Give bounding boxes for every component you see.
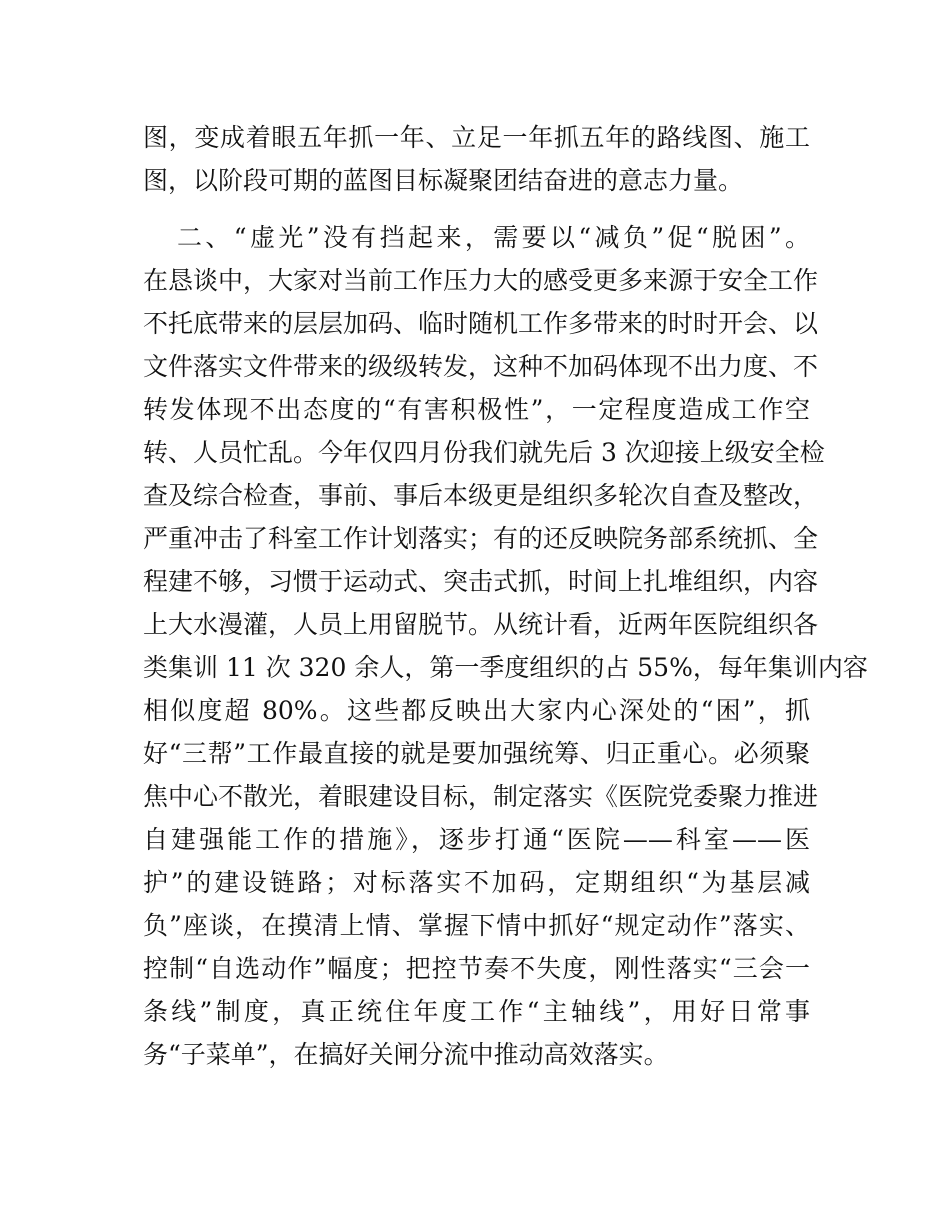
text-line: 护”的建设链路；对标落实不加码，定期组织“为基层减 — [143, 868, 810, 897]
text-line: 控制“自选动作”幅度；把控节奏不失度，刚性落实“三会一 — [143, 954, 810, 983]
text-line: 在恳谈中，大家对当前工作压力大的感受更多来源于安全工作 — [143, 266, 819, 295]
text-line: 图，变成着眼五年抓一年、立足一年抓五年的路线图、施工 — [143, 123, 810, 152]
text-line: 转、人员忙乱。今年仅四月份我们就先后 3 次迎接上级安全检 — [143, 438, 825, 467]
text-line: 转发体现不出态度的“有害积极性”，一定程度造成工作空 — [143, 395, 810, 424]
text-line: 文件落实文件带来的级级转发，这种不加码体现不出力度、不 — [143, 352, 819, 381]
text-line: 负”座谈，在摸清上情、掌握下情中抓好“规定动作”落实、 — [143, 911, 810, 940]
text-line: 上大水漫灌，人员上用留脱节。从统计看，近两年医院组织各 — [143, 610, 819, 639]
text-line: 程建不够，习惯于运动式、突击式抓，时间上扎堆组织，内容 — [143, 567, 819, 596]
text-line: 相似度超 80%。这些都反映出大家内心深处的“困”，抓 — [143, 696, 810, 725]
text-line: 焦中心不散光，着眼建设目标，制定落实《医院党委聚力推进 — [143, 782, 819, 811]
text-line: 不托底带来的层层加码、临时随机工作多带来的时时开会、以 — [143, 309, 819, 338]
text-line: 务“子菜单”，在搞好关闸分流中推动高效落实。 — [143, 1040, 669, 1069]
text-line: 图，以阶段可期的蓝图目标凝聚团结奋进的意志力量。 — [143, 166, 744, 195]
text-line: 类集训 11 次 320 余人，第一季度组织的占 55%，每年集训内容 — [143, 653, 868, 682]
text-line: 条线”制度，真正统住年度工作“主轴线”，用好日常事 — [143, 997, 810, 1026]
text-line: 查及综合检查，事前、事后本级更是组织多轮次自查及整改， — [143, 481, 819, 510]
text-line: 好“三帮”工作最直接的就是要加强统筹、归正重心。必须聚 — [143, 739, 810, 768]
text-line: 严重冲击了科室工作计划落实；有的还反映院务部系统抓、全 — [143, 524, 819, 553]
section-heading: 二、“虚光”没有挡起来，需要以“减负”促“脱困”。 — [177, 223, 810, 252]
text-line: 自建强能工作的措施》，逐步打通“医院——科室——医 — [143, 825, 810, 854]
